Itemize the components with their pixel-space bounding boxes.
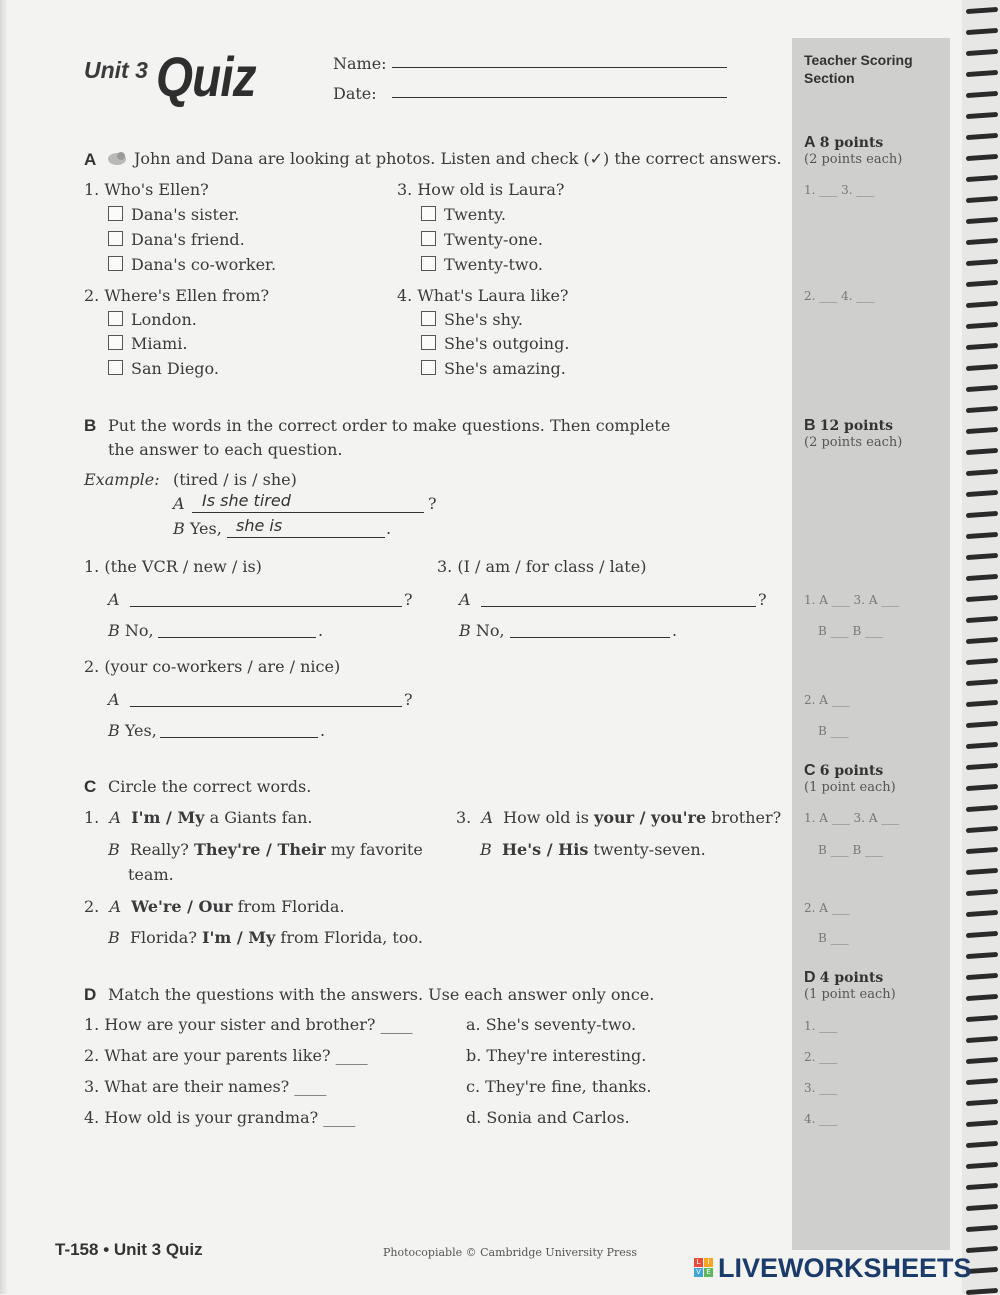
option-label: Twenty. [444, 205, 506, 224]
spiral-loop [966, 238, 998, 245]
speaker-a-label: A [173, 494, 185, 513]
item-words: (your co-workers / are / nice) [104, 657, 341, 676]
page-edge-shadow [0, 0, 8, 1294]
speaker-b-row: B Yes, [108, 721, 157, 740]
speaker-a-label: A [108, 690, 120, 709]
c-item-3a: 3. A How old is your / you're brother? [456, 808, 782, 827]
speaker-b-row: B Yes, [173, 519, 222, 538]
example-words: (tired / is / she) [173, 470, 297, 489]
score-b-row1[interactable]: 1. A ___ 3. A ___ [804, 593, 900, 607]
word-choice[interactable]: We're / Our [131, 897, 233, 916]
c-item-2b: B Florida? I'm / My from Florida, too. [108, 928, 423, 947]
spiral-loop [966, 49, 998, 56]
match-question[interactable]: 4. How old is your grandma? ____ [84, 1108, 356, 1127]
spiral-loop [966, 700, 998, 707]
spiral-loop [966, 952, 998, 959]
teacher-scoring-column [792, 38, 950, 1250]
period: . [386, 519, 392, 538]
spiral-loop [966, 385, 998, 392]
section-a-instruction: John and Dana are looking at photos. Listen and check (✓) the correct answers. [134, 149, 782, 168]
spiral-loop [966, 1183, 998, 1190]
section-c-instruction: Circle the correct words. [108, 777, 312, 796]
spiral-loop [966, 784, 998, 791]
item-number: 2. [84, 657, 100, 676]
question-a2: 2. Where's Ellen from? [84, 286, 270, 305]
option-row[interactable] [108, 230, 245, 249]
spiral-loop [966, 427, 998, 434]
points-value: 6 points [819, 763, 884, 779]
spiral-loop [966, 1225, 998, 1232]
spiral-loop [966, 1162, 998, 1169]
spiral-loop [966, 763, 998, 770]
spiral-loop [966, 532, 998, 539]
speaker-b-row: B No, [459, 621, 505, 640]
word-choice[interactable]: I'm / My [202, 928, 276, 947]
spiral-loop [966, 112, 998, 119]
word-choice[interactable]: your / you're [594, 808, 707, 827]
spiral-loop [966, 1204, 998, 1211]
checkbox[interactable] [421, 360, 436, 375]
option-label: San Diego. [131, 359, 219, 378]
b2-answer-b-field[interactable] [160, 737, 318, 738]
spiral-loop [966, 175, 998, 182]
score-b-row3[interactable]: 2. A ___ [804, 693, 850, 707]
option-label: Twenty-one. [444, 230, 543, 249]
b-item-3-words [437, 557, 646, 576]
checkbox[interactable] [108, 231, 123, 246]
example-answer-a: Is she tired [202, 491, 291, 510]
section-a-points [804, 135, 902, 168]
example-answer-b: she is [236, 516, 283, 535]
section-b-letter: B [84, 416, 97, 435]
question-mark: ? [404, 590, 413, 609]
spiral-loop [966, 847, 998, 854]
page-number: T-158 • Unit 3 Quiz [55, 1240, 203, 1259]
spiral-loop [966, 868, 998, 875]
match-answer: b. They're interesting. [466, 1046, 647, 1065]
speaker-b-row: B No, [108, 621, 154, 640]
section-c-points [804, 763, 896, 796]
section-b-points [804, 418, 902, 451]
spiral-loop [966, 574, 998, 581]
score-b-row4[interactable]: B ___ [818, 724, 849, 738]
spiral-loop [966, 826, 998, 833]
points-letter: A [804, 134, 816, 151]
item-number: 3. [437, 557, 453, 576]
option-label: She's outgoing. [444, 334, 570, 353]
spiral-loop [966, 133, 998, 140]
teacher-scoring-heading: Teacher Scoring Section [804, 52, 913, 86]
score-b-row2[interactable]: B ___ B ___ [818, 624, 884, 638]
checkbox[interactable] [108, 335, 123, 350]
spiral-loop [966, 406, 998, 413]
spiral-loop [966, 91, 998, 98]
points-letter: C [804, 762, 816, 779]
b-item-1-words [84, 557, 262, 576]
c-item-1b-cont: team. [128, 865, 174, 884]
score-d-2[interactable]: 2. ___ [804, 1050, 838, 1064]
word-choice[interactable]: They're / Their [193, 840, 326, 859]
option-label: She's shy. [444, 310, 523, 329]
example-line-b [227, 537, 385, 538]
speaker-a-label: A [459, 590, 471, 609]
b-prefix: No, [124, 621, 154, 640]
score-c-row2[interactable]: B ___ B ___ [818, 843, 884, 857]
points-value: 12 points [819, 418, 894, 434]
checkbox[interactable] [108, 256, 123, 271]
score-d-4[interactable]: 4. ___ [804, 1112, 838, 1126]
spiral-loop [966, 280, 998, 287]
quiz-title: Quiz [156, 45, 256, 108]
points-letter: D [804, 969, 816, 986]
option-row[interactable] [421, 255, 543, 274]
spiral-loop [966, 595, 998, 602]
match-question[interactable]: 3. What are their names? ____ [84, 1077, 327, 1096]
spiral-loop [966, 742, 998, 749]
option-row[interactable] [108, 359, 219, 378]
checkbox[interactable] [421, 311, 436, 326]
spiral-loop [966, 553, 998, 560]
match-answer: c. They're fine, thanks. [466, 1077, 652, 1096]
spiral-loop [966, 1120, 998, 1127]
copyright-notice: Photocopiable © Cambridge University Press [383, 1246, 638, 1259]
date-label: Date: [333, 84, 377, 103]
question-mark: ? [428, 494, 437, 513]
option-row[interactable] [421, 205, 506, 224]
spiral-loop [966, 322, 998, 329]
spiral-loop [966, 1015, 998, 1022]
option-label: Dana's co-worker. [131, 255, 277, 274]
spiral-loop [966, 1057, 998, 1064]
score-d-3[interactable]: 3. ___ [804, 1081, 838, 1095]
spiral-loop [966, 1141, 998, 1148]
b-prefix: No, [475, 621, 505, 640]
option-label: London. [131, 310, 197, 329]
match-question[interactable]: 2. What are your parents like? ____ [84, 1046, 368, 1065]
spiral-loop [966, 154, 998, 161]
spiral-binding [962, 0, 1000, 1294]
spiral-loop [966, 490, 998, 497]
spiral-loop [966, 1099, 998, 1106]
audio-icon[interactable] [106, 150, 128, 166]
section-c-letter: C [84, 777, 97, 796]
b1-answer-a-field[interactable] [130, 606, 402, 607]
option-row[interactable] [421, 230, 543, 249]
option-row[interactable] [108, 310, 197, 329]
checkbox[interactable] [421, 256, 436, 271]
score-c-row4[interactable]: B ___ [818, 931, 849, 945]
spiral-loop [966, 805, 998, 812]
spiral-loop [966, 973, 998, 980]
speaker-a-label: A [108, 590, 120, 609]
points-value: 8 points [819, 135, 884, 151]
points-value: 4 points [819, 970, 884, 986]
section-b-instruction-1: Put the words in the correct order to make questions. Then complete [108, 416, 671, 435]
item-words: (I / am / for class / late) [457, 557, 647, 576]
spiral-loop [966, 301, 998, 308]
option-row[interactable] [108, 205, 239, 224]
points-each: (1 point each) [804, 780, 896, 795]
spiral-loop [966, 364, 998, 371]
b1-answer-b-field[interactable] [158, 637, 316, 638]
score-d-1[interactable]: 1. ___ [804, 1019, 838, 1033]
checkbox[interactable] [421, 231, 436, 246]
score-a-row1[interactable]: 1. ___ 3. ___ [804, 183, 875, 197]
period: . [318, 621, 324, 640]
checkbox[interactable] [421, 206, 436, 221]
period: . [320, 721, 326, 740]
option-label: She's amazing. [444, 359, 566, 378]
question-a1: 1. Who's Ellen? [84, 180, 209, 199]
spiral-loop [966, 721, 998, 728]
section-d-points [804, 970, 896, 1003]
spiral-loop [966, 994, 998, 1001]
section-d-instruction: Match the questions with the answers. Use each answer only once. [108, 985, 655, 1004]
option-label: Twenty-two. [444, 255, 544, 274]
date-field[interactable] [392, 97, 727, 98]
spiral-loop [966, 910, 998, 917]
spiral-loop [966, 196, 998, 203]
item-words: (the VCR / new / is) [104, 557, 262, 576]
spiral-loop [966, 658, 998, 665]
section-d-letter: D [84, 985, 97, 1004]
period: . [672, 621, 678, 640]
points-each: (1 point each) [804, 987, 896, 1002]
c-item-2a: 2. A We're / Our from Florida. [84, 897, 345, 916]
spiral-loop [966, 7, 998, 14]
checkbox[interactable] [108, 206, 123, 221]
option-label: Dana's friend. [131, 230, 245, 249]
option-row[interactable] [421, 359, 566, 378]
checkbox[interactable] [108, 360, 123, 375]
c-item-1b: B Really? They're / Their my favorite [108, 840, 423, 859]
spiral-loop [966, 259, 998, 266]
example-label: Example: [84, 470, 160, 489]
b-prefix: Yes, [124, 721, 157, 740]
c-item-1a: 1. A I'm / My a Giants fan. [84, 808, 313, 827]
spiral-loop [966, 889, 998, 896]
spiral-loop [966, 511, 998, 518]
word-choice[interactable]: He's / His [501, 840, 589, 859]
option-row[interactable] [108, 255, 276, 274]
c-item-3b: B He's / His twenty-seven. [480, 840, 706, 859]
score-c-row1[interactable]: 1. A ___ 3. A ___ [804, 811, 900, 825]
option-label: Miami. [131, 334, 188, 353]
liveworksheets-brand[interactable]: LIVEWORKSHEETS [718, 1253, 972, 1283]
spiral-loop [966, 616, 998, 623]
question-mark: ? [758, 590, 767, 609]
b3-answer-b-field[interactable] [510, 637, 670, 638]
spiral-loop [966, 28, 998, 35]
spiral-loop [966, 448, 998, 455]
question-a3: 3. How old is Laura? [397, 180, 565, 199]
item-number: 1. [84, 557, 100, 576]
option-row[interactable] [421, 310, 523, 329]
match-question[interactable]: 1. How are your sister and brother? ____ [84, 1015, 413, 1034]
option-row[interactable] [108, 334, 187, 353]
name-label: Name: [333, 54, 387, 73]
score-c-row3[interactable]: 2. A ___ [804, 901, 850, 915]
question-mark: ? [404, 690, 413, 709]
spiral-loop [966, 469, 998, 476]
spiral-loop [966, 637, 998, 644]
question-a4: 4. What's Laura like? [397, 286, 569, 305]
option-row[interactable] [421, 334, 569, 353]
b-item-2-words [84, 657, 340, 676]
spiral-loop [966, 1078, 998, 1085]
score-a-row2[interactable]: 2. ___ 4. ___ [804, 289, 875, 303]
liveworksheets-logo-icon: L I V E [694, 1258, 714, 1278]
spiral-loop [966, 1036, 998, 1043]
checkbox[interactable] [108, 311, 123, 326]
checkbox[interactable] [421, 335, 436, 350]
points-letter: B [804, 417, 816, 434]
points-each: (2 points each) [804, 152, 903, 167]
match-answer: a. She's seventy-two. [466, 1015, 637, 1034]
word-choice[interactable]: I'm / My [131, 808, 205, 827]
example-b-prefix: Yes, [189, 519, 222, 538]
spiral-loop [966, 931, 998, 938]
spiral-loop [966, 217, 998, 224]
unit-label: Unit 3 [84, 57, 148, 83]
match-answer: d. Sonia and Carlos. [466, 1108, 630, 1127]
example-line-a [192, 512, 424, 513]
section-a-letter: A [84, 150, 97, 169]
name-field[interactable] [392, 67, 727, 68]
b2-answer-a-field[interactable] [130, 706, 402, 707]
b3-answer-a-field[interactable] [481, 606, 756, 607]
spiral-loop [966, 70, 998, 77]
spiral-loop [966, 679, 998, 686]
spiral-loop [966, 343, 998, 350]
section-b-instruction-2: the answer to each question. [108, 440, 343, 459]
points-each: (2 points each) [804, 435, 903, 450]
option-label: Dana's sister. [131, 205, 240, 224]
